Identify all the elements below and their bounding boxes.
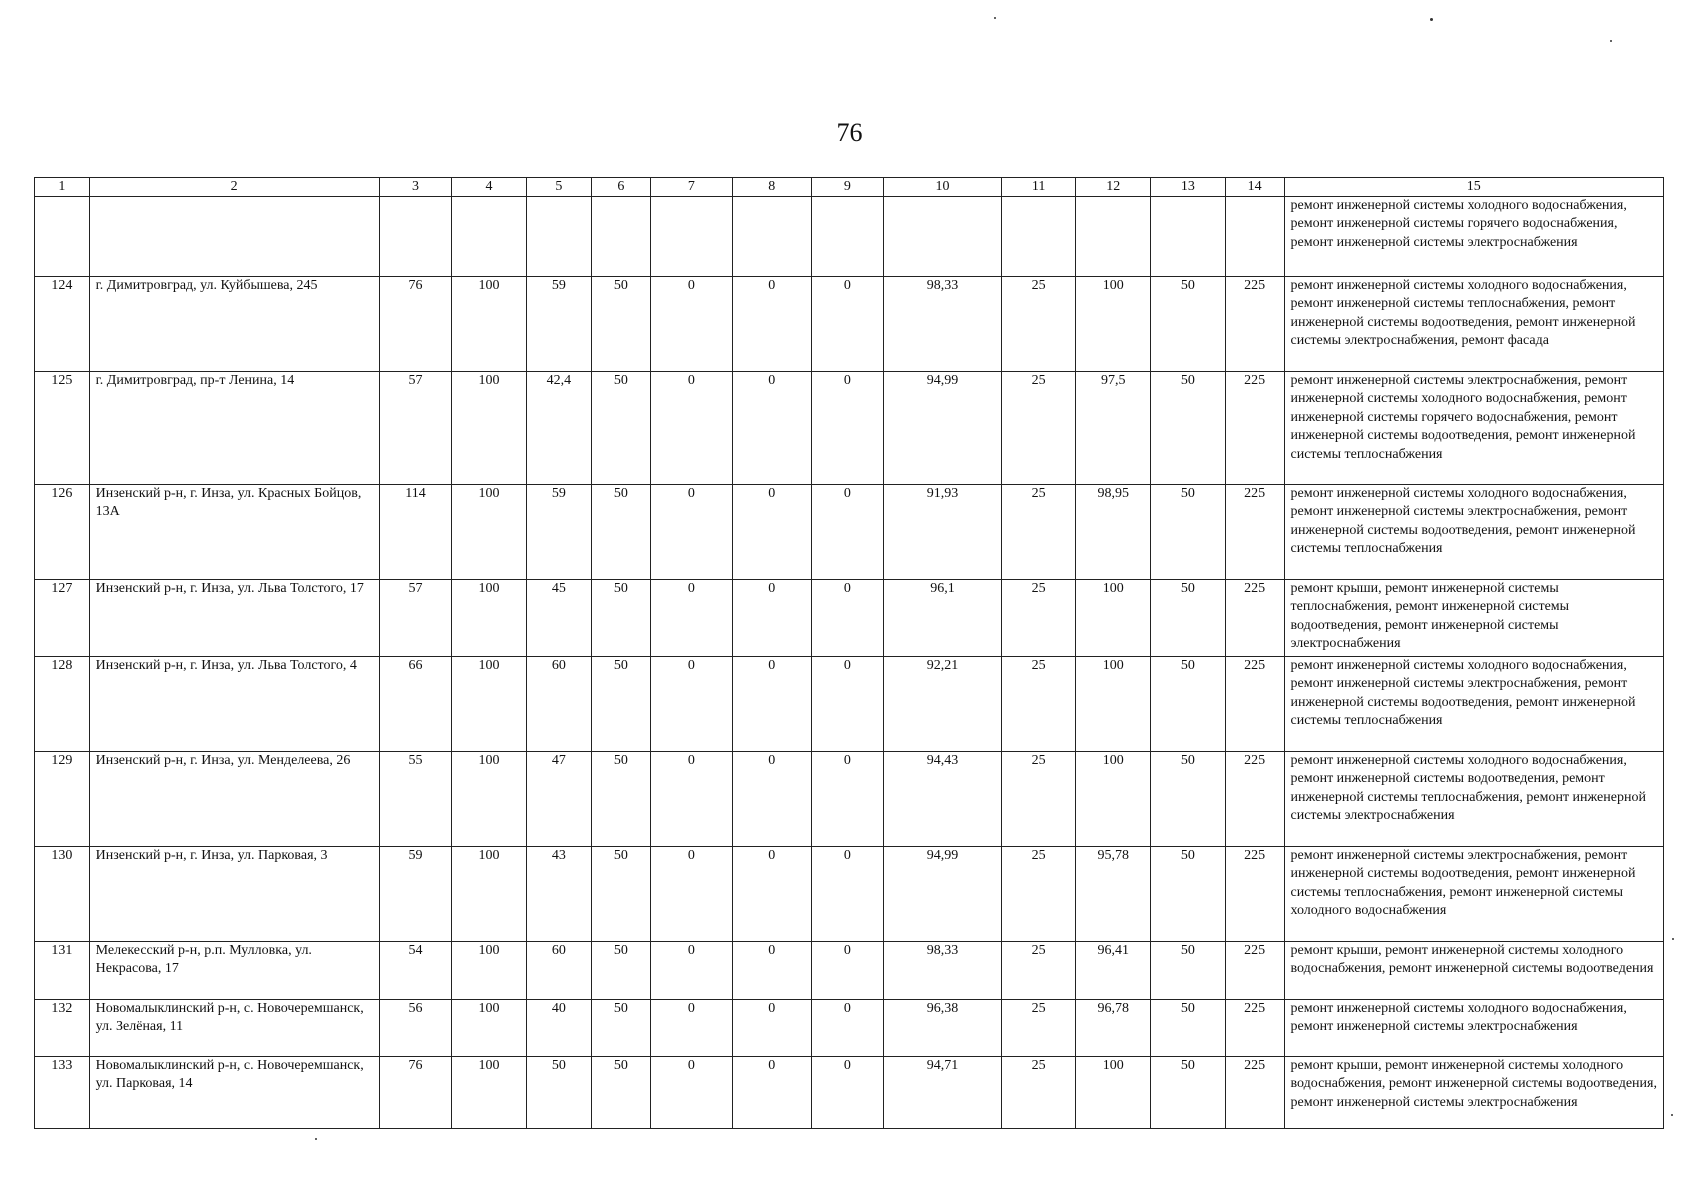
row-number-cell: 129 [35, 752, 90, 847]
value-cell: 225 [1225, 485, 1284, 580]
table-row-continuation [35, 197, 1664, 277]
value-cell: 100 [1076, 657, 1151, 752]
row-number-cell: 127 [35, 580, 90, 657]
value-cell: 25 [1001, 372, 1076, 485]
row-number-cell: 132 [35, 1000, 90, 1057]
value-cell: 0 [811, 1000, 884, 1057]
value-cell: 0 [732, 752, 811, 847]
value-cell: 45 [526, 580, 591, 657]
value-cell: 25 [1001, 277, 1076, 372]
works-cell: ремонт крыши, ремонт инженерной системы холодного водоснабжения, ремонт инженерной системы водоотведения, ремонт инженерной системы электроснабжения [1284, 1057, 1664, 1129]
value-cell: 94,99 [884, 372, 1002, 485]
value-cell: 57 [379, 372, 452, 485]
value-cell: 100 [452, 485, 527, 580]
table-row [35, 372, 1664, 485]
value-cell: 0 [811, 1057, 884, 1129]
address-cell: Инзенский р-н, г. Инза, ул. Льва Толстого, 17 [89, 580, 379, 657]
page-number: 76 [836, 118, 863, 147]
value-cell: 50 [1151, 1000, 1226, 1057]
value-cell: 100 [452, 372, 527, 485]
value-cell: 25 [1001, 1000, 1076, 1057]
value-cell: 25 [1001, 847, 1076, 942]
works-cell: ремонт инженерной системы холодного водоснабжения, ремонт инженерной системы горячего водоснабжения, ремонт инженерной системы электроснабжения [1284, 197, 1664, 277]
scan-speck [1672, 938, 1674, 940]
value-cell: 0 [650, 580, 732, 657]
works-cell: ремонт инженерной системы электроснабжения, ремонт инженерной системы холодного водоснабжения, ремонт инженерной системы горячего водоснабжения, ремонт инженерной системы водоотведения, ремонт инженерной системы теплоснабжения [1284, 372, 1664, 485]
value-cell: 25 [1001, 485, 1076, 580]
value-cell: 98,33 [884, 277, 1002, 372]
column-number: 3 [379, 178, 452, 197]
value-cell: 225 [1225, 580, 1284, 657]
value-cell: 50 [591, 1057, 650, 1129]
value-cell: 0 [650, 942, 732, 1000]
value-cell: 50 [1151, 580, 1226, 657]
value-cell: 0 [811, 752, 884, 847]
address-cell: г. Димитровград, пр-т Ленина, 14 [89, 372, 379, 485]
value-cell: 0 [811, 372, 884, 485]
value-cell: 0 [811, 657, 884, 752]
value-cell: 225 [1225, 1000, 1284, 1057]
value-cell: 97,5 [1076, 372, 1151, 485]
value-cell: 0 [732, 372, 811, 485]
value-cell: 0 [650, 277, 732, 372]
column-number: 13 [1151, 178, 1226, 197]
works-cell: ремонт крыши, ремонт инженерной системы теплоснабжения, ремонт инженерной системы водоотведения, ремонт инженерной системы электроснабжения [1284, 580, 1664, 657]
value-cell: 50 [1151, 277, 1226, 372]
value-cell: 50 [591, 372, 650, 485]
works-cell: ремонт инженерной системы холодного водоснабжения, ремонт инженерной системы теплоснабжения, ремонт инженерной системы водоотведения, ремонт инженерной системы электроснабжения, ремонт фасада [1284, 277, 1664, 372]
address-cell: Инзенский р-н, г. Инза, ул. Менделеева, 26 [89, 752, 379, 847]
value-cell: 114 [379, 485, 452, 580]
value-cell: 0 [811, 580, 884, 657]
row-number-cell: 128 [35, 657, 90, 752]
scan-speck [315, 1138, 317, 1140]
value-cell: 55 [379, 752, 452, 847]
value-cell: 100 [1076, 580, 1151, 657]
address-cell: Новомалыклинский р-н, с. Новочеремшанск, ул. Зелёная, 11 [89, 1000, 379, 1057]
scan-speck [994, 17, 996, 19]
row-number-cell: 133 [35, 1057, 90, 1129]
address-cell: Инзенский р-н, г. Инза, ул. Красных Бойцов, 13А [89, 485, 379, 580]
value-cell: 25 [1001, 752, 1076, 847]
value-cell: 50 [1151, 942, 1226, 1000]
table-row [35, 485, 1664, 580]
value-cell: 98,95 [1076, 485, 1151, 580]
value-cell: 100 [452, 657, 527, 752]
column-number: 6 [591, 178, 650, 197]
table-row [35, 277, 1664, 372]
row-number-cell: 124 [35, 277, 90, 372]
value-cell: 100 [452, 277, 527, 372]
value-cell: 50 [1151, 847, 1226, 942]
table-row [35, 1057, 1664, 1129]
column-number: 9 [811, 178, 884, 197]
works-cell: ремонт инженерной системы холодного водоснабжения, ремонт инженерной системы электроснабжения [1284, 1000, 1664, 1057]
works-cell: ремонт инженерной системы электроснабжения, ремонт инженерной системы водоотведения, ремонт инженерной системы теплоснабжения, ремонт инженерной системы холодного водоснабжения [1284, 847, 1664, 942]
value-cell: 96,38 [884, 1000, 1002, 1057]
scan-speck [1430, 18, 1433, 21]
address-cell: г. Димитровград, ул. Куйбышева, 245 [89, 277, 379, 372]
column-number: 7 [650, 178, 732, 197]
value-cell: 50 [1151, 1057, 1226, 1129]
value-cell: 96,41 [1076, 942, 1151, 1000]
value-cell: 225 [1225, 752, 1284, 847]
address-cell: Инзенский р-н, г. Инза, ул. Льва Толстого, 4 [89, 657, 379, 752]
value-cell: 0 [650, 657, 732, 752]
column-number: 11 [1001, 178, 1076, 197]
value-cell: 25 [1001, 942, 1076, 1000]
row-number-cell: 131 [35, 942, 90, 1000]
column-number: 4 [452, 178, 527, 197]
value-cell: 100 [452, 1057, 527, 1129]
value-cell: 50 [591, 942, 650, 1000]
value-cell: 96,78 [1076, 1000, 1151, 1057]
column-number: 1 [35, 178, 90, 197]
value-cell: 0 [732, 1057, 811, 1129]
value-cell: 50 [1151, 752, 1226, 847]
value-cell: 225 [1225, 372, 1284, 485]
column-number: 2 [89, 178, 379, 197]
value-cell: 56 [379, 1000, 452, 1057]
value-cell: 50 [1151, 372, 1226, 485]
value-cell: 100 [452, 580, 527, 657]
value-cell: 94,71 [884, 1057, 1002, 1129]
value-cell: 47 [526, 752, 591, 847]
scan-speck [1671, 1114, 1673, 1116]
value-cell: 59 [379, 847, 452, 942]
value-cell: 225 [1225, 1057, 1284, 1129]
value-cell: 100 [1076, 752, 1151, 847]
address-cell: Новомалыклинский р-н, с. Новочеремшанск, ул. Парковая, 14 [89, 1057, 379, 1129]
value-cell: 0 [650, 1000, 732, 1057]
value-cell: 0 [650, 372, 732, 485]
address-cell: Инзенский р-н, г. Инза, ул. Парковая, 3 [89, 847, 379, 942]
value-cell: 96,1 [884, 580, 1002, 657]
value-cell: 94,43 [884, 752, 1002, 847]
value-cell: 100 [452, 1000, 527, 1057]
value-cell: 50 [591, 1000, 650, 1057]
value-cell: 25 [1001, 580, 1076, 657]
column-number: 14 [1225, 178, 1284, 197]
value-cell: 0 [811, 942, 884, 1000]
scan-speck [1610, 40, 1612, 42]
table-row [35, 752, 1664, 847]
value-cell: 59 [526, 277, 591, 372]
address-cell: Мелекесский р-н, р.п. Мулловка, ул. Некрасова, 17 [89, 942, 379, 1000]
value-cell: 91,93 [884, 485, 1002, 580]
value-cell: 76 [379, 1057, 452, 1129]
value-cell: 225 [1225, 847, 1284, 942]
table-row [35, 847, 1664, 942]
value-cell: 0 [732, 847, 811, 942]
value-cell: 0 [811, 277, 884, 372]
row-number-cell: 126 [35, 485, 90, 580]
value-cell: 0 [732, 657, 811, 752]
value-cell: 0 [732, 942, 811, 1000]
value-cell: 57 [379, 580, 452, 657]
value-cell: 225 [1225, 657, 1284, 752]
value-cell: 76 [379, 277, 452, 372]
works-cell: ремонт инженерной системы холодного водоснабжения, ремонт инженерной системы электроснабжения, ремонт инженерной системы водоотведения, ремонт инженерной системы теплоснабжения [1284, 485, 1664, 580]
column-number: 12 [1076, 178, 1151, 197]
value-cell: 50 [591, 657, 650, 752]
value-cell: 50 [1151, 657, 1226, 752]
value-cell: 25 [1001, 1057, 1076, 1129]
table-row [35, 580, 1664, 657]
table-row [35, 942, 1664, 1000]
value-cell: 66 [379, 657, 452, 752]
table-row [35, 657, 1664, 752]
value-cell: 100 [1076, 1057, 1151, 1129]
column-number: 8 [732, 178, 811, 197]
value-cell: 0 [732, 580, 811, 657]
value-cell: 100 [452, 847, 527, 942]
value-cell: 60 [526, 942, 591, 1000]
value-cell: 0 [650, 1057, 732, 1129]
value-cell: 95,78 [1076, 847, 1151, 942]
value-cell: 94,99 [884, 847, 1002, 942]
column-number-row [35, 178, 1664, 197]
value-cell: 0 [650, 485, 732, 580]
value-cell: 25 [1001, 657, 1076, 752]
table-row [35, 1000, 1664, 1057]
value-cell: 100 [452, 752, 527, 847]
row-number-cell: 130 [35, 847, 90, 942]
value-cell: 0 [732, 1000, 811, 1057]
row-number-cell: 125 [35, 372, 90, 485]
repair-program-table [34, 177, 1664, 1129]
value-cell: 54 [379, 942, 452, 1000]
value-cell: 0 [650, 752, 732, 847]
value-cell: 59 [526, 485, 591, 580]
value-cell: 50 [591, 847, 650, 942]
value-cell: 50 [591, 485, 650, 580]
value-cell: 225 [1225, 277, 1284, 372]
column-number: 15 [1284, 178, 1664, 197]
value-cell: 225 [1225, 942, 1284, 1000]
value-cell: 98,33 [884, 942, 1002, 1000]
value-cell: 50 [591, 277, 650, 372]
value-cell: 50 [591, 580, 650, 657]
value-cell: 0 [732, 485, 811, 580]
value-cell: 50 [1151, 485, 1226, 580]
value-cell: 92,21 [884, 657, 1002, 752]
value-cell: 100 [452, 942, 527, 1000]
value-cell: 0 [811, 485, 884, 580]
value-cell: 60 [526, 657, 591, 752]
works-cell: ремонт инженерной системы холодного водоснабжения, ремонт инженерной системы электроснабжения, ремонт инженерной системы водоотведения, ремонт инженерной системы теплоснабжения [1284, 657, 1664, 752]
value-cell: 40 [526, 1000, 591, 1057]
value-cell: 0 [650, 847, 732, 942]
works-cell: ремонт инженерной системы холодного водоснабжения, ремонт инженерной системы водоотведения, ремонт инженерной системы теплоснабжения, ремонт инженерной системы электроснабжения [1284, 752, 1664, 847]
column-number: 5 [526, 178, 591, 197]
value-cell: 42,4 [526, 372, 591, 485]
value-cell: 0 [732, 277, 811, 372]
value-cell: 50 [526, 1057, 591, 1129]
value-cell: 0 [811, 847, 884, 942]
value-cell: 100 [1076, 277, 1151, 372]
value-cell: 50 [591, 752, 650, 847]
works-cell: ремонт крыши, ремонт инженерной системы холодного водоснабжения, ремонт инженерной системы водоотведения [1284, 942, 1664, 1000]
column-number: 10 [884, 178, 1002, 197]
value-cell: 43 [526, 847, 591, 942]
